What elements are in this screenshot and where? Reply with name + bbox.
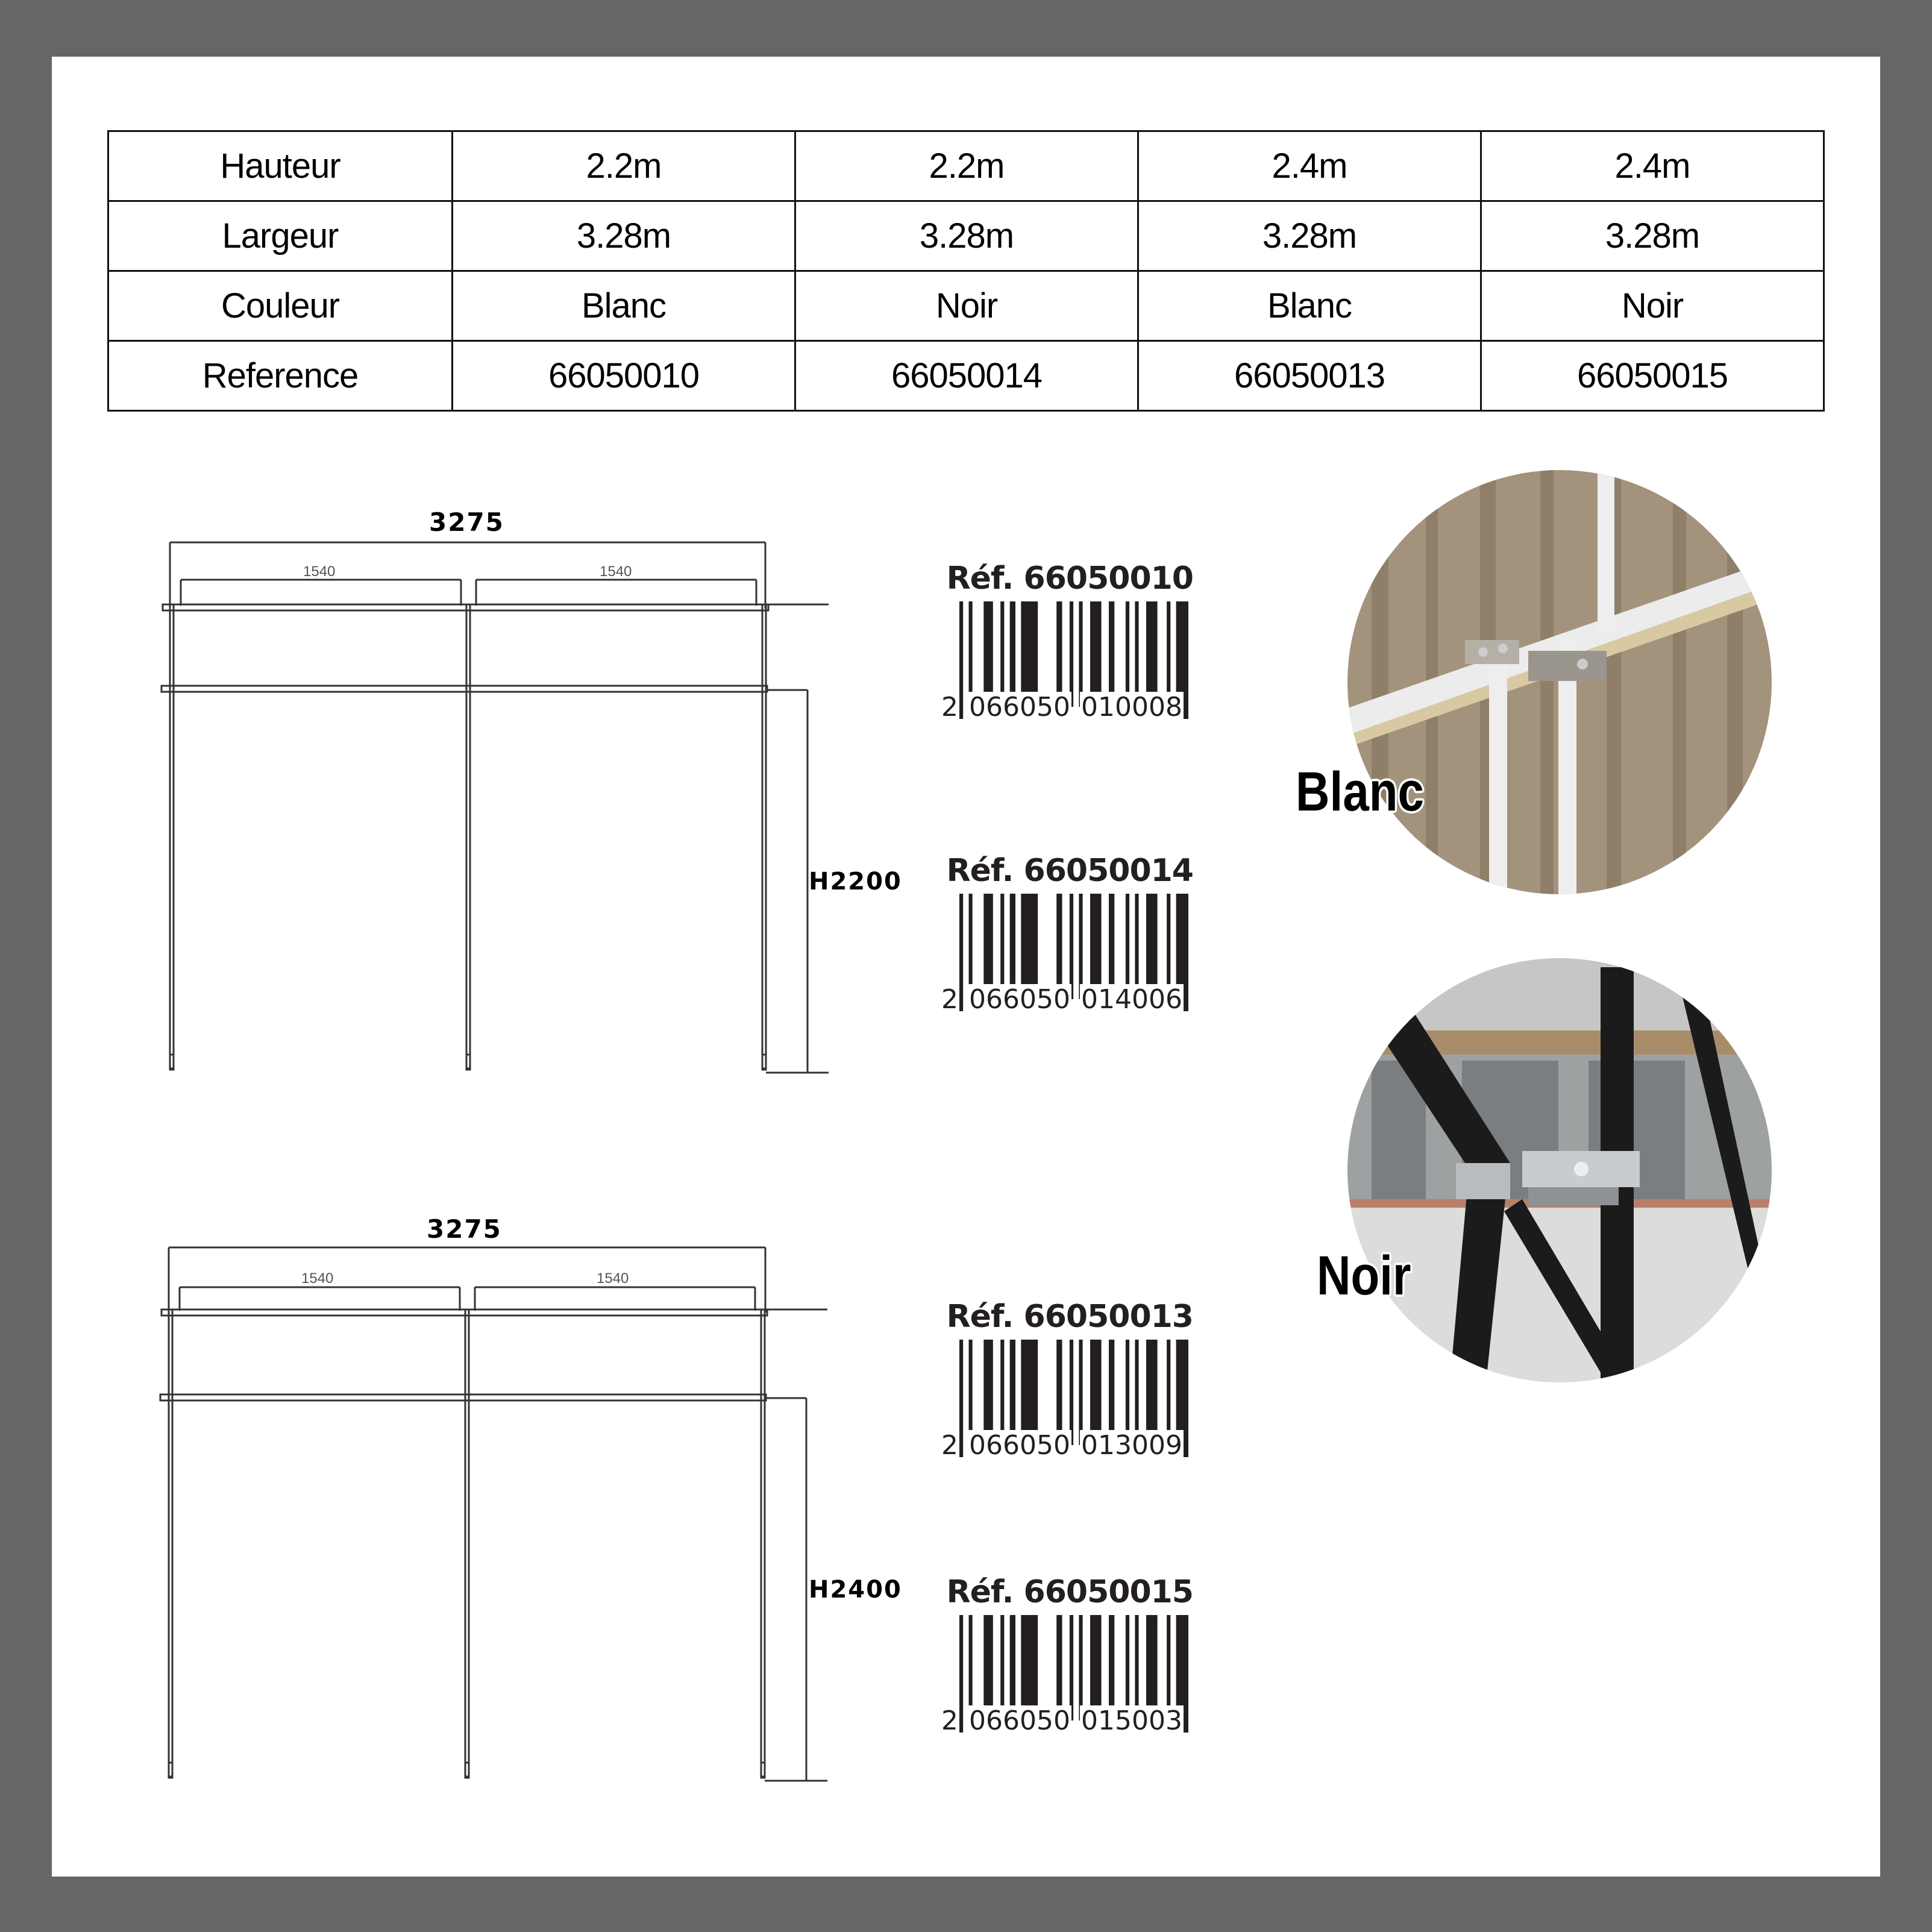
table-row-reference [108, 341, 1824, 411]
bay-width-dimension: 1540 [303, 563, 336, 580]
reference-title: Réf. 66050010 [946, 560, 1193, 597]
row-label: Couleur [108, 271, 453, 341]
white-frame-connector-photo-icon [1347, 470, 1772, 894]
bay-width-dimension: 1540 [597, 1270, 629, 1287]
barcode-66050013: Réf. 66050013 2 066050 013009 [940, 1299, 1193, 1460]
row-label: Largeur [108, 201, 453, 271]
frame-diagram-icon [157, 530, 838, 1085]
bay-width-dimension: 1540 [600, 563, 632, 580]
color-label-noir: Noir [1317, 1245, 1411, 1306]
barcode-66050015: Réf. 66050015 2 066050 015003 [940, 1574, 1193, 1736]
table-row-largeur [108, 201, 1824, 271]
cell: 3.28m [1138, 201, 1481, 271]
cell: 2.2m [453, 131, 795, 201]
cell: 2.4m [1138, 131, 1481, 201]
reference-title: Réf. 66050014 [946, 853, 1193, 889]
barcode-66050010: Réf. 66050010 2 066050 010008 [940, 560, 1193, 722]
cell: Blanc [1138, 271, 1481, 341]
frame-diagram-icon [155, 1235, 836, 1790]
bay-width-dimension: 1540 [301, 1270, 334, 1287]
cell: 3.28m [1481, 201, 1824, 271]
table-row-hauteur [108, 131, 1824, 201]
total-width-dimension: 3275 [429, 507, 504, 537]
white-frame-connector-photo [1347, 470, 1772, 894]
cell: 66050010 [453, 341, 795, 411]
cell: Noir [1481, 271, 1824, 341]
black-frame-connector-photo [1347, 958, 1772, 1382]
height-dimension: H2400 [809, 1576, 902, 1604]
spec-table [107, 130, 1825, 412]
cell: 3.28m [795, 201, 1138, 271]
color-label-blanc: Blanc [1296, 761, 1424, 823]
cell: 2.4m [1481, 131, 1824, 201]
cell: 66050015 [1481, 341, 1824, 411]
row-label: Hauteur [108, 131, 453, 201]
reference-title: Réf. 66050015 [946, 1574, 1193, 1610]
black-frame-connector-photo-icon [1347, 958, 1772, 1382]
cell: Noir [795, 271, 1138, 341]
height-dimension: H2200 [809, 868, 902, 895]
cell: 66050014 [795, 341, 1138, 411]
table-row-couleur [108, 271, 1824, 341]
barcode-66050014: Réf. 66050014 2 066050 014006 [940, 853, 1193, 1014]
cell: 3.28m [453, 201, 795, 271]
reference-title: Réf. 66050013 [946, 1299, 1193, 1335]
cell: 2.2m [795, 131, 1138, 201]
row-label: Reference [108, 341, 453, 411]
total-width-dimension: 3275 [427, 1214, 502, 1244]
cell: Blanc [453, 271, 795, 341]
cell: 66050013 [1138, 341, 1481, 411]
